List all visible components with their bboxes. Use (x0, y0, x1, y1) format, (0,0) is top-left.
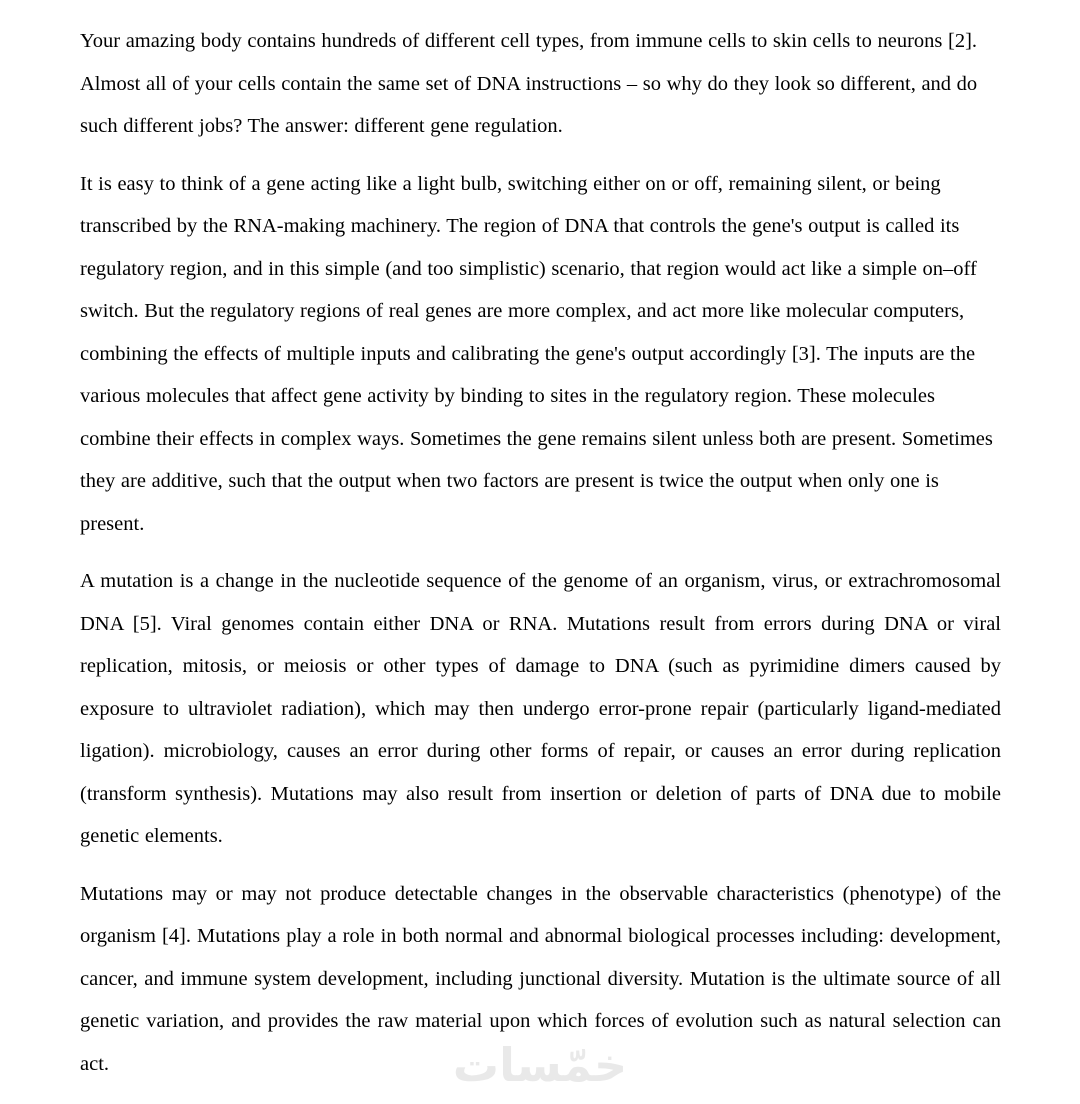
paragraph-mutation-effects: Mutations may or may not produce detectable changes in the observable characteristics (phenotype) of the organism [4]. Mutations play a role in both normal and abnormal biological processes including: development, cancer, and immune system development, including junctional diversity. Mutation is the ultimate source of all genetic variation, and provides the raw material upon which forces of evolution such as natural selection can act. (80, 882, 1001, 1075)
khamsat-watermark: خمّسات (452, 1038, 628, 1092)
paragraph-mutation-definition: A mutation is a change in the nucleotide sequence of the genome of an organism, virus, or extrachromosomal DNA [5]. Viral genomes contain either DNA or RNA. Mutations result from errors during DNA or viral replication, mitosis, or meiosis or other types of damage to DNA (such as pyrimidine dimers caused by exposure to ultraviolet radiation), which may then undergo error-prone repair (particularly ligand-mediated ligation). microbiology, causes an error during other forms of repair, or causes an error during replication (transform synthesis). Mutations may also result from insertion or deletion of parts of DNA due to mobile genetic elements. (80, 570, 1001, 847)
paragraph-gene-regulation: It is easy to think of a gene acting like a light bulb, switching either on or off, remaining silent, or being transcribed by the RNA-making machinery. The region of DNA that controls the gene's output is called its regulatory region, and in this simple (and too simplistic) scenario, that region would act like a simple on–off switch. But the regulatory regions of real genes are more complex, and act more like molecular computers, combining the effects of multiple inputs and calibrating the gene's output accordingly [3]. The inputs are the various molecules that affect gene activity by binding to sites in the regulatory region. These molecules combine their effects in complex ways. Sometimes the gene remains silent unless both are present. Sometimes they are additive, such that the output when two factors are present is twice the output when only one is present. (80, 172, 993, 535)
paragraph-cell-types: Your amazing body contains hundreds of different cell types, from immune cells to skin cells to neurons [2]. Almost all of your cells contain the same set of DNA instructions – so why do they look so different, and do such different jobs? The answer: different gene regulation. (80, 30, 978, 137)
